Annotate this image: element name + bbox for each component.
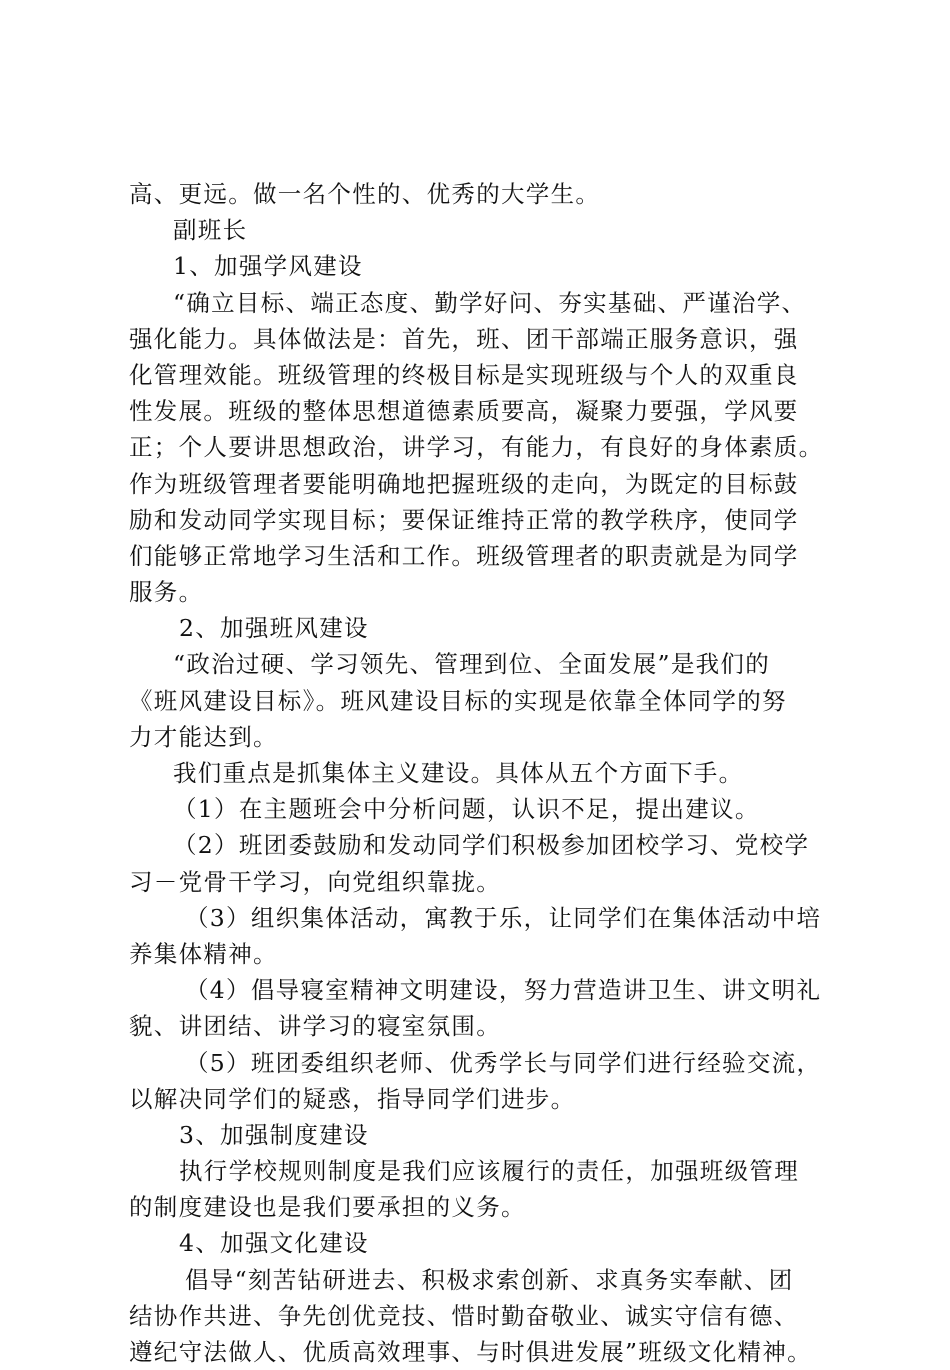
text-line: 们能够正常地学习生活和工作。班级管理者的职责就是为同学 xyxy=(129,541,799,570)
text-line: “确立目标、端正态度、勤学好问、夯实基础、严谨治学、 xyxy=(173,288,807,317)
section-heading-vice-monitor: 副班长 xyxy=(173,216,248,245)
text-line: 性发展。班级的整体思想道德素质要高，凝聚力要强，学风要 xyxy=(129,397,799,426)
section-heading: 4、加强文化建设 xyxy=(179,1229,369,1258)
document-body xyxy=(129,176,854,1370)
list-item: （4）倡导寝室精神文明建设，努力营造讲卫生、讲文明礼 xyxy=(185,976,822,1005)
text-line: 貌、讲团结、讲学习的寝室氛围。 xyxy=(129,1012,501,1041)
text-line: 力才能达到。 xyxy=(129,722,278,751)
text-line: 养集体精神。 xyxy=(129,939,278,968)
text-line: 我们重点是抓集体主义建设。具体从五个方面下手。 xyxy=(173,759,744,787)
text-line: 的制度建设也是我们要承担的义务。 xyxy=(129,1193,526,1222)
text-line: 执行学校规则制度是我们应该履行的责任，加强班级管理 xyxy=(179,1157,799,1186)
text-line: 倡导“刻苦钻研进去、积极求索创新、求真务实奉献、团 xyxy=(185,1265,794,1294)
list-item: （3）组织集体活动，寓教于乐，让同学们在集体活动中培 xyxy=(185,903,822,932)
section-heading: 1、加强学风建设 xyxy=(173,252,363,281)
text-line: 服务。 xyxy=(129,578,204,607)
text-line: 结协作共进、争先创优竞技、惜时勤奋敬业、诚实守信有德、 xyxy=(129,1301,799,1330)
text-line: 强化能力。具体做法是：首先，班、团干部端正服务意识，强 xyxy=(129,324,799,353)
text-line: 励和发动同学实现目标；要保证维持正常的教学秩序，使同学 xyxy=(129,505,799,534)
text-line: 遵纪守法做人、优质高效理事、与时俱进发展”班级文化精神。 xyxy=(129,1338,812,1366)
section-heading: 3、加强制度建设 xyxy=(179,1120,369,1149)
list-item: （5）班团委组织老师、优秀学长与同学们进行经验交流， xyxy=(185,1048,822,1077)
text-line: “政治过硬、学习领先、管理到位、全面发展”是我们的 xyxy=(173,650,771,679)
section-heading: 2、加强班风建设 xyxy=(179,614,369,643)
text-line: 以解决同学们的疑惑，指导同学们进步。 xyxy=(129,1084,576,1113)
text-line: 《班风建设目标》。班风建设目标的实现是依靠全体同学的努 xyxy=(129,686,787,715)
text-line: 正；个人要讲思想政治，讲学习，有能力，有良好的身体素质。 xyxy=(129,433,824,462)
text-line: 作为班级管理者要能明确地把握班级的走向，为既定的目标鼓 xyxy=(129,469,799,498)
text-line: 高、更远。做一名个性的、优秀的大学生。 xyxy=(129,180,601,208)
list-item: （2）班团委鼓励和发动同学们积极参加团校学习、党校学 xyxy=(173,831,810,860)
text-line: 习－党骨干学习，向党组织靠拢。 xyxy=(129,867,501,896)
list-item: （1）在主题班会中分析问题，认识不足，提出建议。 xyxy=(173,795,760,824)
text-line: 化管理效能。班级管理的终极目标是实现班级与个人的双重良 xyxy=(129,360,799,389)
